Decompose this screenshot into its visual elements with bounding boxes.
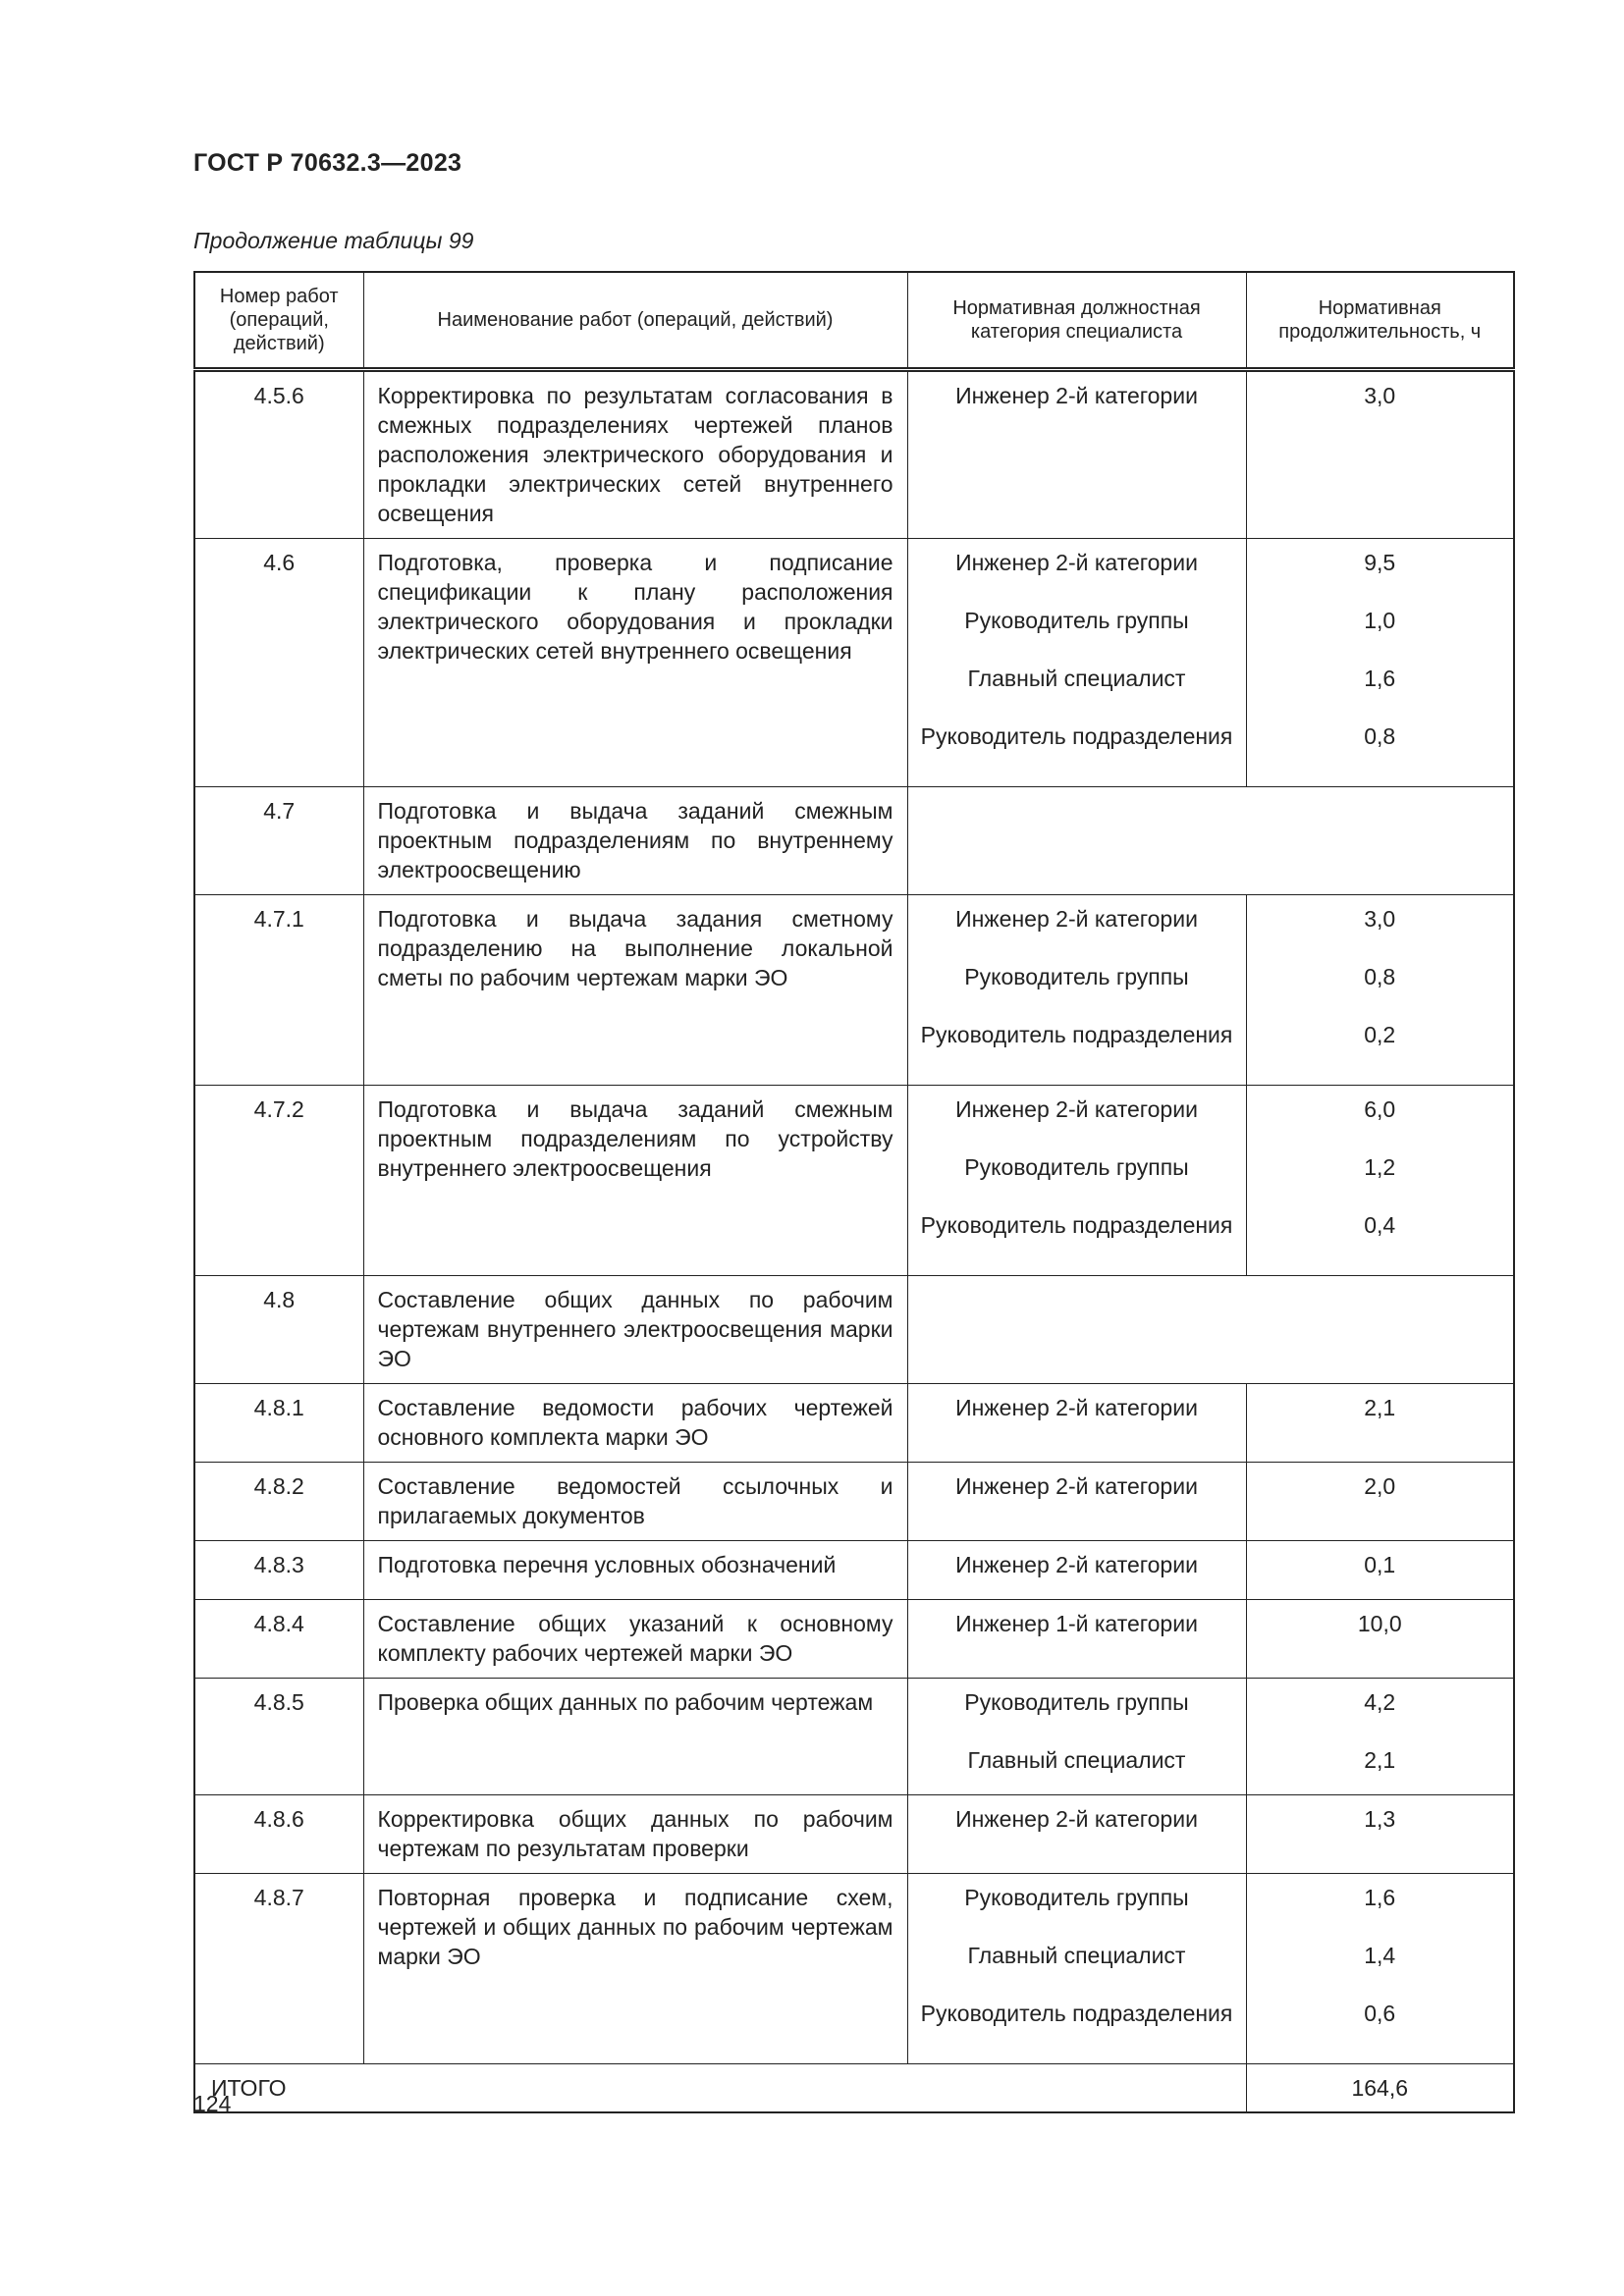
duration-value: 9,5 bbox=[1364, 550, 1396, 575]
table-row bbox=[194, 1541, 1514, 1600]
norms-table bbox=[193, 271, 1515, 2113]
row-durations bbox=[1246, 1874, 1514, 2064]
row-number: 4.7.2 bbox=[194, 1086, 363, 1276]
row-durations bbox=[1246, 1384, 1514, 1463]
duration-value: 1,0 bbox=[1364, 608, 1396, 633]
table-row bbox=[194, 370, 1514, 539]
row-roles bbox=[907, 1086, 1246, 1276]
row-roles bbox=[907, 1874, 1246, 2064]
document-code: ГОСТ Р 70632.3—2023 bbox=[193, 149, 462, 177]
specialist-role: Инженер 2-й категории bbox=[955, 1473, 1198, 1499]
row-work-name: Проверка общих данных по рабочим чертежам bbox=[363, 1679, 907, 1795]
header-duration: Нормативная продолжительность, ч bbox=[1246, 272, 1514, 370]
row-work-name: Подготовка и выдача заданий смежным проектным подразделениям по внутреннему электроосвещению bbox=[363, 787, 907, 895]
row-roles bbox=[907, 1463, 1246, 1541]
row-number: 4.8.3 bbox=[194, 1541, 363, 1600]
duration-value: 0,6 bbox=[1364, 2001, 1396, 2026]
row-roles bbox=[907, 1541, 1246, 1600]
row-number: 4.7.1 bbox=[194, 895, 363, 1086]
row-number: 4.8 bbox=[194, 1276, 363, 1384]
row-roles bbox=[907, 895, 1246, 1086]
row-durations bbox=[1246, 895, 1514, 1086]
specialist-role: Инженер 2-й категории bbox=[955, 1096, 1198, 1122]
row-number: 4.7 bbox=[194, 787, 363, 895]
specialist-role: Руководитель подразделения bbox=[920, 1212, 1233, 1238]
page-number: 124 bbox=[193, 2091, 232, 2116]
row-roles bbox=[907, 1795, 1246, 1874]
specialist-role: Руководитель группы bbox=[964, 1885, 1189, 1910]
table-caption: Продолжение таблицы 99 bbox=[193, 228, 474, 253]
table-row bbox=[194, 1679, 1514, 1795]
specialist-role: Инженер 2-й категории bbox=[955, 1806, 1198, 1832]
row-work-name: Корректировка общих данных по рабочим чертежам по результатам проверки bbox=[363, 1795, 907, 1874]
row-durations bbox=[1246, 1795, 1514, 1874]
row-number: 4.8.6 bbox=[194, 1795, 363, 1874]
specialist-role: Руководитель подразделения bbox=[920, 2001, 1233, 2026]
specialist-role: Руководитель группы bbox=[964, 1689, 1189, 1715]
table-body bbox=[194, 370, 1514, 2064]
duration-value: 1,2 bbox=[1364, 1154, 1396, 1180]
duration-value: 4,2 bbox=[1364, 1689, 1396, 1715]
row-number: 4.8.5 bbox=[194, 1679, 363, 1795]
table-row bbox=[194, 1874, 1514, 2064]
duration-value: 3,0 bbox=[1364, 383, 1396, 408]
specialist-role: Главный специалист bbox=[967, 666, 1186, 691]
row-number: 4.5.6 bbox=[194, 370, 363, 539]
duration-value: 2,1 bbox=[1364, 1395, 1396, 1420]
total-label: ИТОГО bbox=[194, 2064, 1246, 2113]
row-empty-cell bbox=[907, 787, 1514, 895]
header-name: Наименование работ (операций, действий) bbox=[363, 272, 907, 370]
row-work-name: Подготовка перечня условных обозначений bbox=[363, 1541, 907, 1600]
row-roles bbox=[907, 539, 1246, 787]
duration-value: 2,0 bbox=[1364, 1473, 1396, 1499]
row-number: 4.8.1 bbox=[194, 1384, 363, 1463]
table-row bbox=[194, 895, 1514, 1086]
duration-value: 10,0 bbox=[1357, 1611, 1402, 1636]
row-work-name: Подготовка и выдача заданий смежным проектным подразделениям по устройству внутреннего электроосвещения bbox=[363, 1086, 907, 1276]
duration-value: 0,8 bbox=[1364, 723, 1396, 749]
row-number: 4.6 bbox=[194, 539, 363, 787]
specialist-role: Руководитель подразделения bbox=[920, 1022, 1233, 1047]
specialist-role: Инженер 2-й категории bbox=[955, 383, 1198, 408]
row-number: 4.8.4 bbox=[194, 1600, 363, 1679]
duration-value: 1,6 bbox=[1364, 666, 1396, 691]
row-number: 4.8.2 bbox=[194, 1463, 363, 1541]
duration-value: 1,3 bbox=[1364, 1806, 1396, 1832]
specialist-role: Инженер 2-й категории bbox=[955, 1552, 1198, 1577]
table-row bbox=[194, 1384, 1514, 1463]
row-number: 4.8.7 bbox=[194, 1874, 363, 2064]
duration-value: 0,4 bbox=[1364, 1212, 1396, 1238]
row-work-name: Составление общих данных по рабочим чертежам внутреннего электроосвещения марки ЭО bbox=[363, 1276, 907, 1384]
row-work-name: Повторная проверка и подписание схем, чертежей и общих данных по рабочим чертежам марки ЭО bbox=[363, 1874, 907, 2064]
row-work-name: Корректировка по результатам согласования в смежных подразделениях чертежей планов расположения электрического оборудования и прокладки электрических сетей внутреннего освещения bbox=[363, 370, 907, 539]
row-durations bbox=[1246, 539, 1514, 787]
specialist-role: Инженер 2-й категории bbox=[955, 1395, 1198, 1420]
table-row bbox=[194, 787, 1514, 895]
duration-value: 1,4 bbox=[1364, 1943, 1396, 1968]
row-durations bbox=[1246, 1541, 1514, 1600]
duration-value: 1,6 bbox=[1364, 1885, 1396, 1910]
table-row bbox=[194, 1086, 1514, 1276]
row-work-name: Составление ведомостей ссылочных и прилагаемых документов bbox=[363, 1463, 907, 1541]
table-header-row bbox=[194, 272, 1514, 370]
row-roles bbox=[907, 1384, 1246, 1463]
row-work-name: Составление общих указаний к основному комплекту рабочих чертежей марки ЭО bbox=[363, 1600, 907, 1679]
duration-value: 3,0 bbox=[1364, 906, 1396, 932]
duration-value: 0,2 bbox=[1364, 1022, 1396, 1047]
row-durations bbox=[1246, 1463, 1514, 1541]
duration-value: 6,0 bbox=[1364, 1096, 1396, 1122]
header-num: Номер работ (операций, действий) bbox=[194, 272, 363, 370]
table-row bbox=[194, 1600, 1514, 1679]
row-roles bbox=[907, 1600, 1246, 1679]
row-durations bbox=[1246, 1679, 1514, 1795]
row-durations bbox=[1246, 1086, 1514, 1276]
row-durations bbox=[1246, 370, 1514, 539]
duration-value: 2,1 bbox=[1364, 1747, 1396, 1773]
specialist-role: Инженер 2-й категории bbox=[955, 550, 1198, 575]
duration-value: 0,1 bbox=[1364, 1552, 1396, 1577]
table-row bbox=[194, 1795, 1514, 1874]
row-work-name: Составление ведомости рабочих чертежей основного комплекта марки ЭО bbox=[363, 1384, 907, 1463]
specialist-role: Главный специалист bbox=[967, 1747, 1186, 1773]
total-value: 164,6 bbox=[1246, 2064, 1514, 2113]
row-roles bbox=[907, 370, 1246, 539]
row-work-name: Подготовка и выдача задания сметному подразделению на выполнение локальной сметы по рабочим чертежам марки ЭО bbox=[363, 895, 907, 1086]
specialist-role: Главный специалист bbox=[967, 1943, 1186, 1968]
header-role: Нормативная должностная категория специалиста bbox=[907, 272, 1246, 370]
row-empty-cell bbox=[907, 1276, 1514, 1384]
row-roles bbox=[907, 1679, 1246, 1795]
row-durations bbox=[1246, 1600, 1514, 1679]
specialist-role: Руководитель группы bbox=[964, 1154, 1189, 1180]
specialist-role: Руководитель группы bbox=[964, 964, 1189, 989]
specialist-role: Инженер 1-й категории bbox=[955, 1611, 1198, 1636]
row-work-name: Подготовка, проверка и подписание спецификации к плану расположения электрического оборудования и прокладки электрических сетей внутреннего освещения bbox=[363, 539, 907, 787]
table-row bbox=[194, 539, 1514, 787]
specialist-role: Инженер 2-й категории bbox=[955, 906, 1198, 932]
duration-value: 0,8 bbox=[1364, 964, 1396, 989]
specialist-role: Руководитель подразделения bbox=[920, 723, 1233, 749]
total-row bbox=[194, 2064, 1514, 2113]
table-row bbox=[194, 1463, 1514, 1541]
table-row bbox=[194, 1276, 1514, 1384]
specialist-role: Руководитель группы bbox=[964, 608, 1189, 633]
